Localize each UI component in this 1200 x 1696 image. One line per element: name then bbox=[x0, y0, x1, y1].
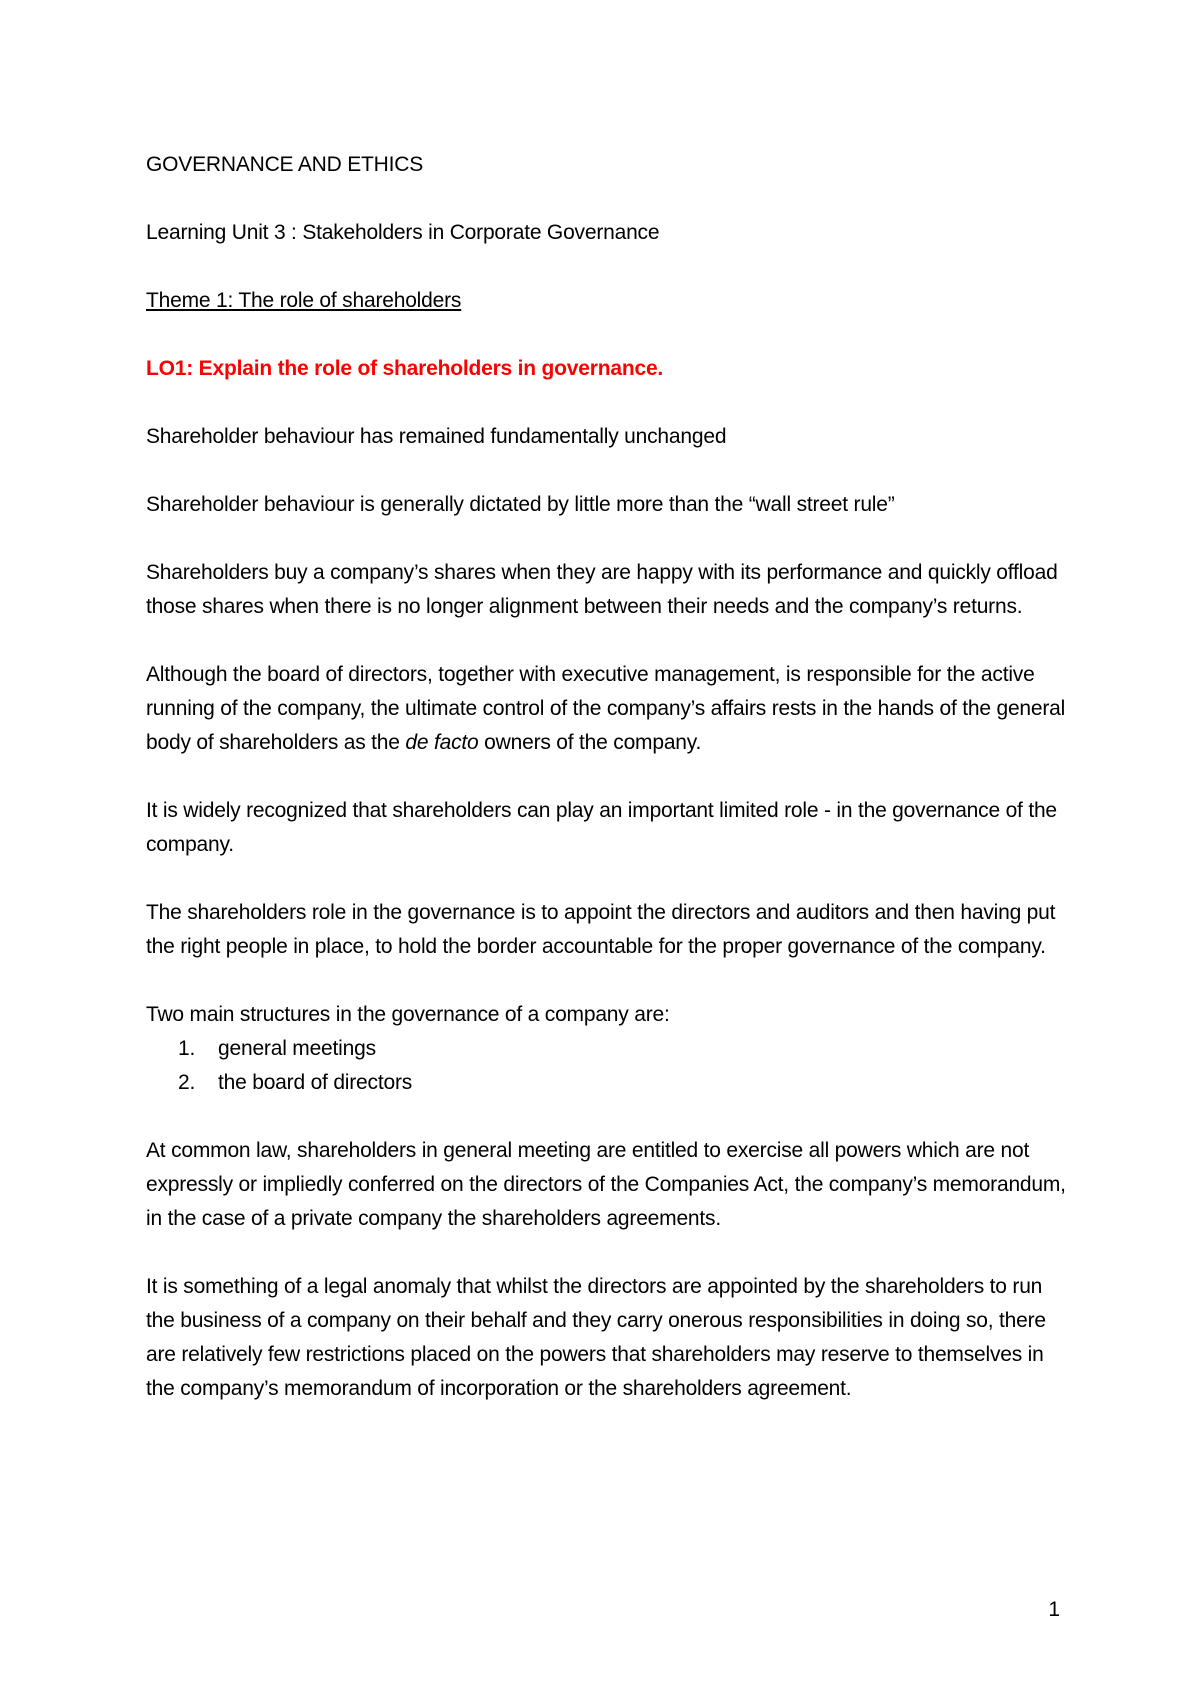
document-title: GOVERNANCE AND ETHICS bbox=[146, 153, 424, 176]
list-item bbox=[146, 1066, 1076, 1100]
page-number: 1 bbox=[1048, 1598, 1060, 1621]
learning-unit-heading: Learning Unit 3 : Stakeholders in Corporate Governance bbox=[146, 221, 660, 244]
list-item-number: 1. bbox=[178, 1037, 196, 1060]
list-item-number: 2. bbox=[178, 1071, 196, 1094]
structures-lead: Two main structures in the governance of a company are: bbox=[146, 1003, 670, 1026]
structures-list bbox=[146, 1032, 1076, 1100]
paragraph-wall-street-rule: Shareholder behaviour is generally dictated by little more than the “wall street rule” bbox=[146, 493, 895, 516]
paragraph-behaviour-unchanged: Shareholder behaviour has remained fundamentally unchanged bbox=[146, 425, 727, 448]
theme-heading: Theme 1: The role of shareholders bbox=[146, 289, 462, 312]
control-text-before: Although the board of directors, together with executive management, is responsible for the active running of the company, the ultimate control of the company’s affairs rests in the hands of the general body of shareholders as the bbox=[146, 663, 1066, 754]
paragraph-limited-role: It is widely recognized that shareholders can play an important limited role - in the governance of the company. bbox=[146, 799, 1057, 856]
paragraph-common-law: At common law, shareholders in general meeting are entitled to exercise all powers which are not expressly or impliedly conferred on the directors of the Companies Act, the company’s memorandum, in the case of a private company the shareholders agreements. bbox=[146, 1139, 1066, 1230]
paragraph-buy-offload: Shareholders buy a company’s shares when they are happy with its performance and quickly offload those shares when there is no longer alignment between their needs and the company’s returns. bbox=[146, 561, 1058, 618]
list-item bbox=[146, 1032, 1076, 1066]
list-item-text: the board of directors bbox=[218, 1071, 413, 1094]
list-item-text: general meetings bbox=[218, 1037, 376, 1060]
control-text-italic: de facto bbox=[405, 731, 479, 754]
paragraph-legal-anomaly: It is something of a legal anomaly that whilst the directors are appointed by the shareholders to run the business of a company on their behalf and they carry onerous responsibilities in doing so, there are relatively few restrictions placed on the powers that shareholders may reserve to themselves in the company’s memorandum of incorporation or the shareholders agreement. bbox=[146, 1275, 1046, 1400]
paragraph-shareholders-role: The shareholders role in the governance is to appoint the directors and auditors and then having put the right people in place, to hold the border accountable for the proper governance of the company. bbox=[146, 901, 1056, 958]
control-text-after: owners of the company. bbox=[478, 731, 702, 754]
document-body bbox=[146, 148, 1076, 1440]
paragraph-ultimate-control bbox=[146, 658, 1076, 760]
learning-outcome: LO1: Explain the role of shareholders in governance. bbox=[146, 357, 664, 380]
